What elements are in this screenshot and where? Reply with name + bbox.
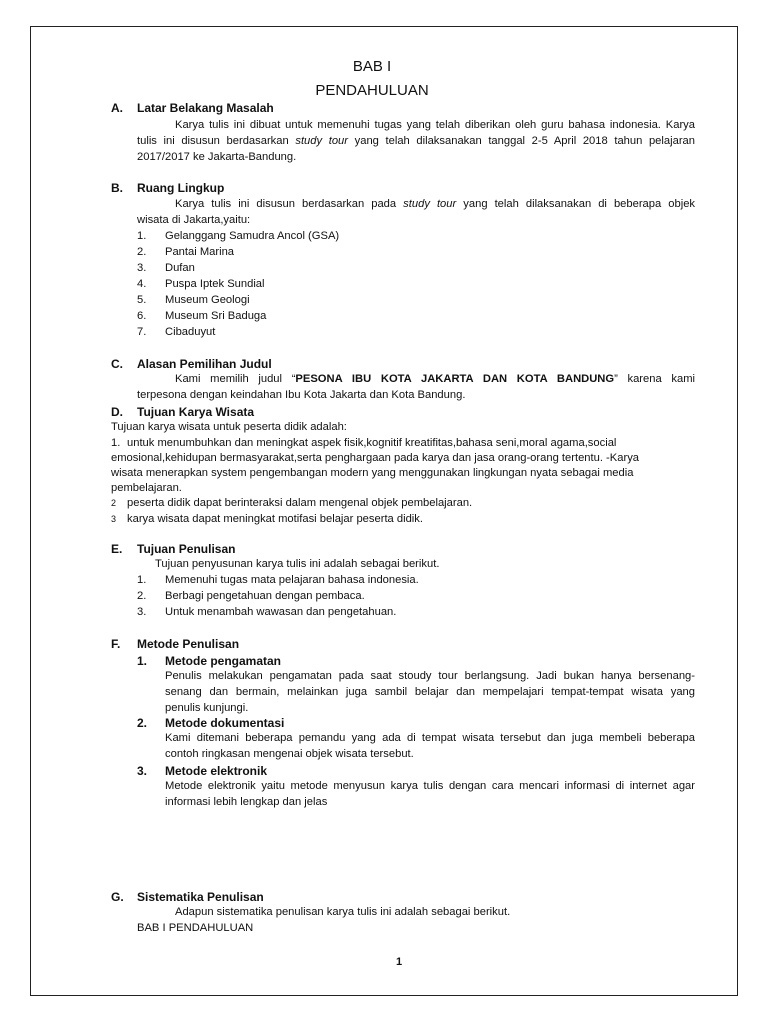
method-text: Penulis melakukan pengamatan pada saat stoudy tour berlangsung. Jadi bukan hanya bersenang- (165, 670, 695, 682)
list-item-number: 1. (137, 574, 147, 586)
method-text: penulis kunjungi. (165, 702, 249, 714)
list-item: peserta didik dapat berinteraksi dalam mengenal objek pembelajaran. (127, 497, 473, 509)
section-b-heading: Ruang Lingkup (137, 181, 225, 195)
section-e-letter: E. (111, 542, 123, 556)
section-a-letter: A. (111, 101, 123, 115)
section-e-heading: Tujuan Penulisan (137, 542, 236, 556)
section-g-heading: Sistematika Penulisan (137, 890, 264, 904)
section-g-letter: G. (111, 890, 124, 904)
chapter-title: BAB I (352, 58, 392, 75)
list-item: karya wisata dapat meningkat motifasi belajar peserta didik. (127, 513, 423, 525)
list-item-number: 5. (137, 294, 147, 306)
method-number: 2. (137, 716, 148, 730)
list-item: emosional,kehidupan bermasyarakat,serta penghargaan pada karya dan jasa orang-orang tertentu. -Karya (111, 452, 640, 464)
list-item-number: 4. (137, 278, 147, 290)
list-item-number: 3. (137, 262, 147, 274)
section-d-heading: Tujuan Karya Wisata (137, 405, 255, 419)
method-text: Kami ditemani beberapa pemandu yang ada di tempat wisata tersebut dan juga membeli beberapa (165, 732, 695, 744)
section-d-letter: D. (111, 405, 123, 419)
list-item: pembelajaran. (111, 482, 182, 494)
method-title: Metode elektronik (165, 764, 268, 778)
list-item: Museum Geologi (165, 294, 250, 306)
method-text: contoh ringkasan mengenai objek wisata tersebut. (165, 748, 414, 760)
list-item: Dufan (165, 262, 195, 274)
section-a-text: 2017/2017 ke Jakarta-Bandung. (137, 151, 297, 163)
section-b-text: wisata di Jakarta,yaitu: (137, 214, 251, 226)
list-item: Puspa Iptek Sundial (165, 278, 265, 290)
section-c-heading: Alasan Pemilihan Judul (137, 357, 272, 371)
list-item-number: 6. (137, 310, 147, 322)
section-c-letter: C. (111, 357, 123, 371)
method-number: 1. (137, 654, 148, 668)
section-a-text: Karya tulis ini dibuat untuk memenuhi tugas yang telah diberikan oleh guru bahasa indonesia. Karya (175, 119, 695, 131)
list-item: Berbagi pengetahuan dengan pembaca. (165, 590, 365, 602)
section-a-text: tulis ini disusun berdasarkan study tour yang telah dilaksanakan tanggal 2-5 April 2018 tahun pelajaran (137, 135, 695, 147)
section-b-letter: B. (111, 181, 123, 195)
method-title: Metode dokumentasi (165, 716, 285, 730)
method-text: informasi lebih lengkap dan jelas (165, 796, 328, 808)
list-item-number: 2. (137, 590, 147, 602)
list-item: untuk menumbuhkan dan meningkat aspek fisik,kognitif kreatifitas,bahasa seni,moral agama,social (127, 437, 617, 449)
chapter-subtitle: PENDAHULUAN (315, 82, 429, 99)
section-f-letter: F. (111, 637, 121, 651)
list-item-number: 3. (137, 606, 147, 618)
list-item-number: 1. (137, 230, 147, 242)
method-text: Metode elektronik yaitu metode menyusun karya tulis dengan cara mencari informasi di internet agar (165, 780, 695, 792)
list-item-number: 3 (111, 514, 117, 524)
section-g-text: Adapun sistematika penulisan karya tulis ini adalah sebagai berikut. (175, 906, 511, 918)
method-title: Metode pengamatan (165, 654, 282, 668)
section-e-intro: Tujuan penyusunan karya tulis ini adalah sebagai berikut. (155, 558, 440, 570)
list-item: wisata menerapkan system pengembangan modern yang menggunakan lingkungan nyata sebagai media (111, 467, 634, 479)
method-number: 3. (137, 764, 148, 778)
list-item: Memenuhi tugas mata pelajaran bahasa indonesia. (165, 574, 419, 586)
method-text: senang dan bermain, melainkan juga sambil belajar dan mempelajari tempat-tempat wisata yang (165, 686, 695, 698)
list-item: Museum Sri Baduga (165, 310, 267, 322)
list-item-number: 2. (137, 246, 147, 258)
page-border (30, 26, 738, 996)
section-f-heading: Metode Penulisan (137, 637, 240, 651)
section-c-text: terpesona dengan keindahan Ibu Kota Jakarta dan Kota Bandung. (137, 389, 466, 401)
page-number: 1 (396, 956, 403, 968)
section-b-text: Karya tulis ini disusun berdasarkan pada study tour yang telah dilaksanakan di beberapa objek (175, 198, 696, 210)
list-item-number: 2 (111, 498, 117, 508)
list-item-number: 1. (111, 437, 121, 449)
list-item: Gelanggang Samudra Ancol (GSA) (165, 230, 340, 242)
list-item-number: 7. (137, 326, 147, 338)
section-c-text: Kami memilih judul “PESONA IBU KOTA JAKARTA DAN KOTA BANDUNG” karena kami (175, 373, 695, 385)
list-item: Cibaduyut (165, 326, 216, 338)
section-d-intro: Tujuan karya wisata untuk peserta didik adalah: (111, 421, 347, 433)
section-g-text: BAB I PENDAHULUAN (137, 922, 254, 934)
section-a-heading: Latar Belakang Masalah (137, 101, 274, 115)
list-item: Pantai Marina (165, 246, 235, 258)
list-item: Untuk menambah wawasan dan pengetahuan. (165, 606, 397, 618)
